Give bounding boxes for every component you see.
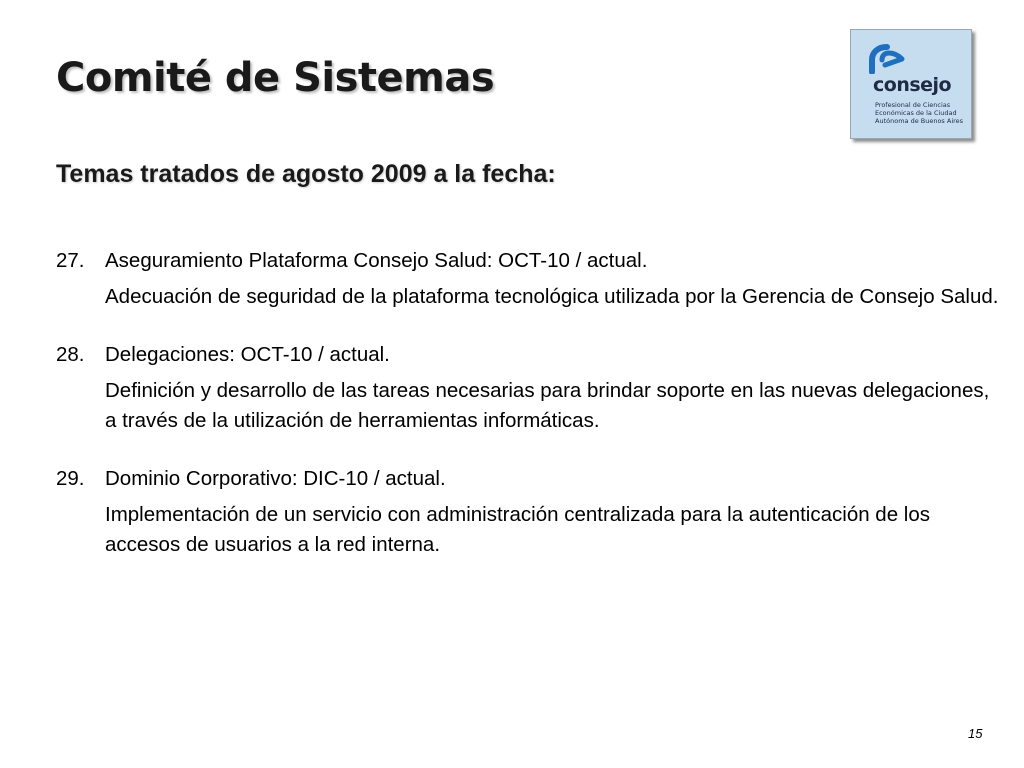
topic-item — [56, 338, 1006, 436]
topic-description: Implementación de un servicio con administración centralizada para la autenticación de los accesos de usuarios a la red interna. — [105, 503, 931, 556]
topic-number: 28. — [56, 343, 85, 366]
topic-list — [56, 244, 1006, 586]
topic-heading-row — [56, 338, 1006, 372]
logo-subtitle-line: Profesional de Ciencias — [875, 101, 951, 109]
logo-name: consejo — [873, 74, 952, 96]
page-number: 15 — [968, 726, 983, 741]
consejo-logo-mark-icon — [869, 44, 905, 74]
topic-description: Definición y desarrollo de las tareas necesarias para brindar soporte en las nuevas delegaciones, a través de la utilización de herramientas informáticas. — [105, 379, 990, 432]
topic-item — [56, 244, 1006, 312]
topic-heading-row — [56, 462, 1006, 496]
topic-heading: Aseguramiento Plataforma Consejo Salud: OCT-10 / actual. — [105, 249, 648, 272]
topic-heading: Delegaciones: OCT-10 / actual. — [105, 343, 390, 366]
logo-subtitle — [875, 101, 963, 125]
slide-subtitle: Temas tratados de agosto 2009 a la fecha: — [56, 160, 556, 188]
topic-description: Adecuación de seguridad de la plataforma tecnológica utilizada por la Gerencia de Consejo Salud. — [105, 285, 999, 308]
logo-subtitle-line: Económicas de la Ciudad — [875, 109, 957, 117]
topic-heading-row — [56, 244, 1006, 278]
logo-subtitle-line: Autónoma de Buenos Aires — [875, 117, 964, 125]
topic-number: 29. — [56, 467, 85, 490]
topic-item — [56, 462, 1006, 560]
topic-heading: Dominio Corporativo: DIC-10 / actual. — [105, 467, 446, 490]
topic-number: 27. — [56, 249, 85, 272]
slide-title: Comité de Sistemas — [56, 55, 495, 101]
consejo-logo — [850, 29, 972, 139]
